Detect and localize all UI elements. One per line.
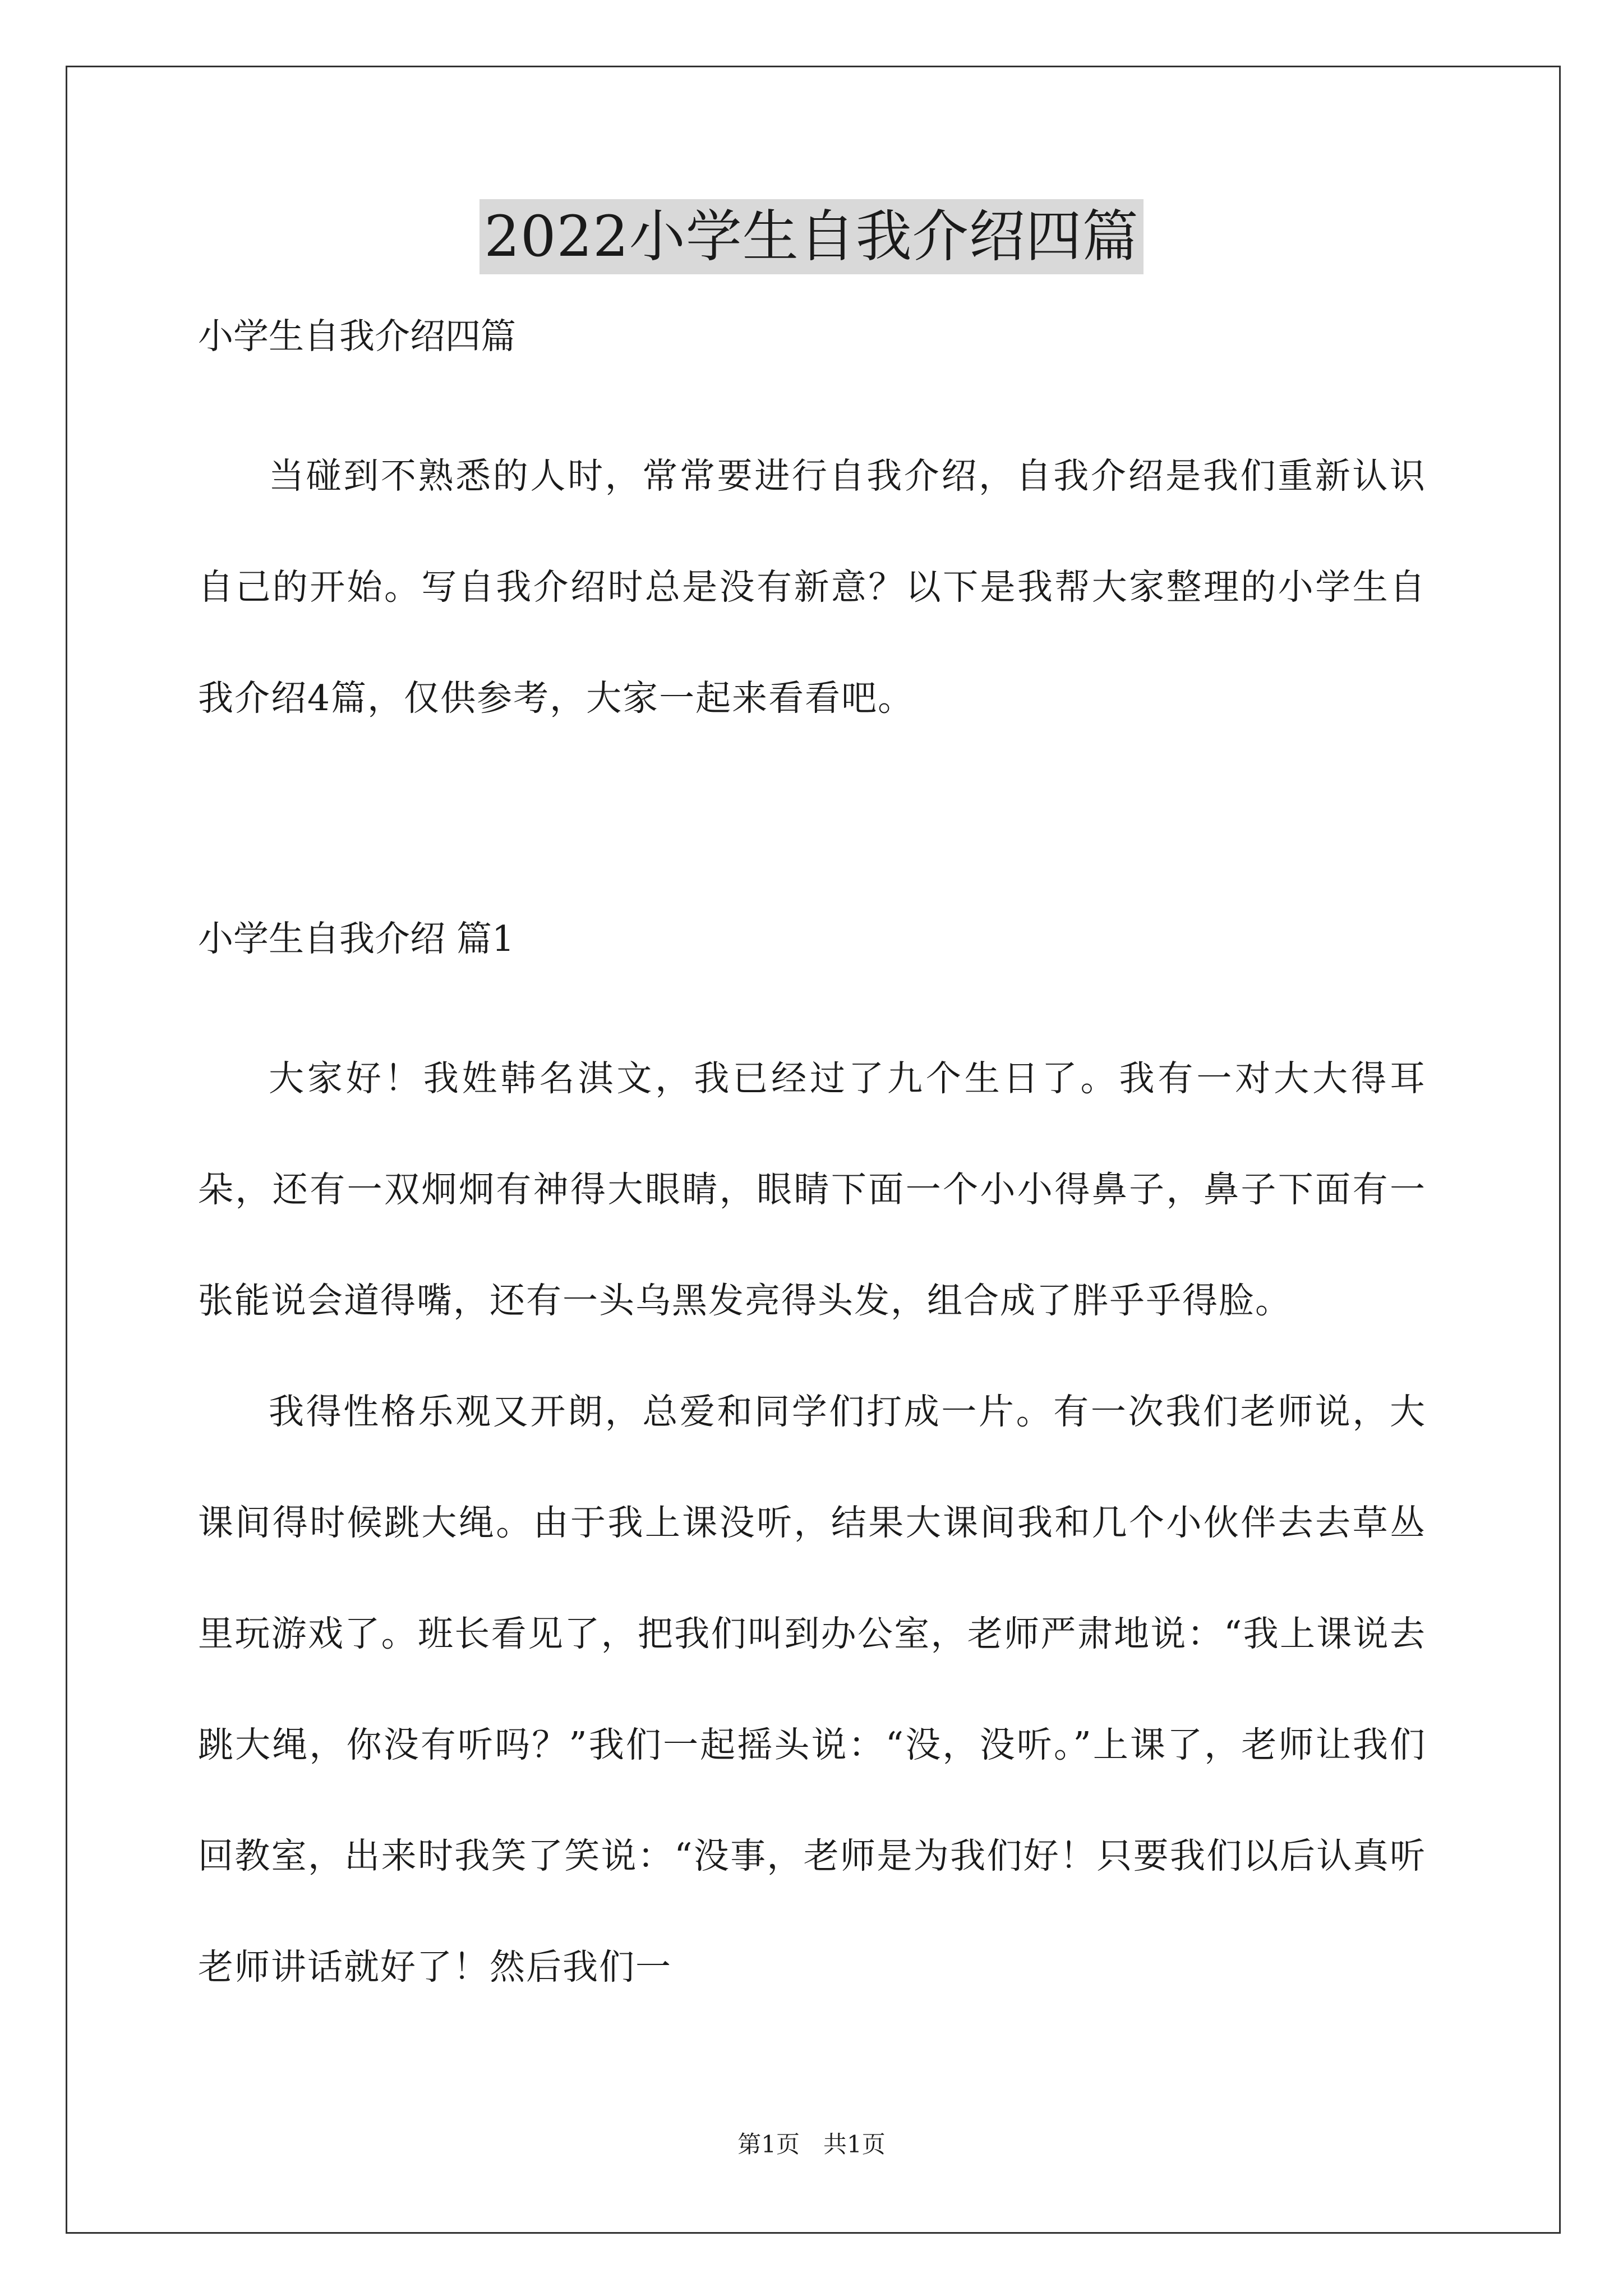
document-title: 2022小学生自我介绍四篇 xyxy=(479,199,1144,274)
title-container xyxy=(0,199,1623,274)
page-footer: 第1页 共1页 xyxy=(737,2131,886,2158)
section-heading: 小学生自我介绍 篇1 xyxy=(198,918,515,959)
body-paragraph: 我得性格乐观又开朗，总爱和同学们打成一片。有一次我们老师说，大课间得时候跳大绳。由于我上课没听，结果大课间我和几个小伙伴去去草丛里玩游戏了。班长看见了，把我们叫到办公室，老师严肃地说：“我上课说去跳大绳，你没有听吗？”我们一起摇头说：“没，没听。”上课了，老师让我们回教室，出来时我笑了笑说：“没事，老师是为我们好！只要我们以后认真听老师讲话就好了！然后我们一 xyxy=(198,1391,1426,1987)
document-body xyxy=(198,303,1426,2023)
subtitle-heading: 小学生自我介绍四篇 xyxy=(198,316,516,357)
intro-paragraph: 当碰到不熟悉的人时，常常要进行自我介绍，自我介绍是我们重新认识自己的开始。写自我介绍时总是没有新意？以下是我帮大家整理的小学生自我介绍4篇，仅供参考，大家一起来看看吧。 xyxy=(198,455,1426,719)
spacer xyxy=(198,973,1426,1023)
body-paragraph: 大家好！我姓韩名淇文，我已经过了九个生日了。我有一对大大得耳朵，还有一双炯炯有神得大眼睛，眼睛下面一个小小得鼻子，鼻子下面有一张能说会道得嘴，还有一头乌黑发亮得头发，组合成了胖乎乎得脸。 xyxy=(198,1058,1426,1321)
spacer xyxy=(198,370,1426,421)
spacer xyxy=(198,754,1426,905)
